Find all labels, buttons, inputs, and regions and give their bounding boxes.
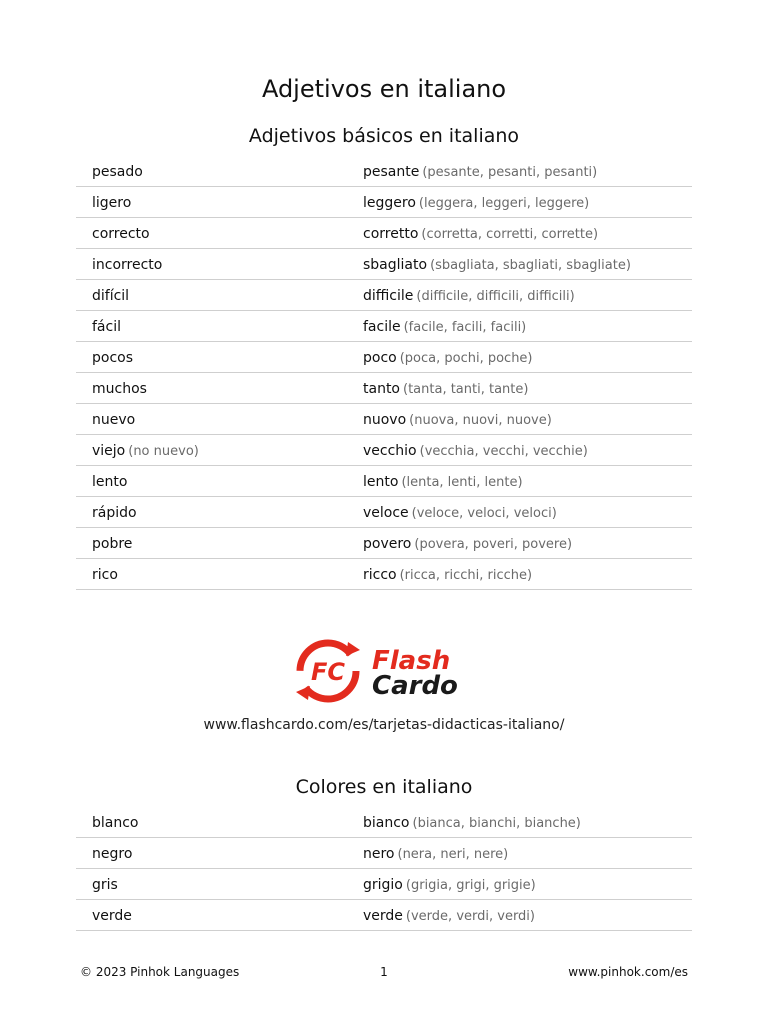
italian-word: nero — [363, 846, 395, 862]
italian-word: corretto — [363, 226, 419, 242]
table-row — [76, 404, 692, 435]
spanish-word: rico — [92, 567, 118, 583]
page-title: Adjetivos en italiano — [261, 75, 507, 103]
italian-word: ricco — [363, 567, 397, 583]
table-row — [76, 807, 692, 838]
spanish-word: difícil — [92, 288, 130, 304]
italian-term — [363, 350, 533, 366]
table-row — [76, 466, 692, 497]
table-row — [76, 497, 692, 528]
spanish-word: ligero — [92, 195, 132, 211]
table-row — [76, 342, 692, 373]
italian-word: veloce — [363, 505, 409, 521]
logo-text-cardo: Cardo — [372, 671, 458, 701]
table-row — [76, 528, 692, 559]
vocab-table-colors — [76, 807, 692, 931]
spanish-term — [92, 350, 133, 366]
italian-term — [363, 412, 552, 428]
spanish-word: viejo — [92, 443, 126, 459]
italian-forms-note: (facile, facili, facili) — [403, 320, 527, 335]
italian-forms-note: (ricca, ricchi, ricche) — [399, 568, 533, 583]
italian-term — [363, 381, 528, 397]
italian-forms-note: (veloce, veloci, veloci) — [411, 506, 557, 521]
italian-forms-note: (sbagliata, sbagliati, sbagliate) — [430, 258, 631, 273]
spanish-term — [92, 381, 147, 397]
italian-word: poco — [363, 350, 397, 366]
spanish-term — [92, 226, 150, 242]
spanish-term — [92, 908, 132, 924]
italian-term — [363, 815, 581, 831]
spanish-word: incorrecto — [92, 257, 163, 273]
table-row — [76, 280, 692, 311]
italian-forms-note: (lenta, lenti, lente) — [401, 475, 523, 490]
spanish-term — [92, 319, 121, 335]
italian-term — [363, 567, 532, 583]
italian-forms-note: (tanta, tanti, tante) — [403, 382, 529, 397]
italian-term — [363, 319, 526, 335]
italian-forms-note: (pesante, pesanti, pesanti) — [422, 165, 598, 180]
footer-page-number: 1 — [380, 965, 388, 979]
spanish-term — [92, 505, 137, 521]
table-row — [76, 838, 692, 869]
spanish-word: negro — [92, 846, 133, 862]
italian-word: lento — [363, 474, 399, 490]
spanish-word: lento — [92, 474, 128, 490]
italian-forms-note: (grigia, grigi, grigie) — [405, 878, 536, 893]
table-row — [76, 187, 692, 218]
italian-word: pesante — [363, 164, 420, 180]
italian-word: povero — [363, 536, 412, 552]
italian-term — [363, 195, 589, 211]
spanish-word: muchos — [92, 381, 147, 397]
spanish-word: fácil — [92, 319, 121, 335]
italian-word: difficile — [363, 288, 414, 304]
italian-forms-note: (poca, pochi, poche) — [399, 351, 533, 366]
logo-mark: FC — [310, 658, 346, 686]
flashcardo-link[interactable]: www.flashcardo.com/es/tarjetas-didacticas-italiano/ — [203, 717, 565, 733]
table-row — [76, 373, 692, 404]
italian-forms-note: (vecchia, vecchi, vecchie) — [419, 444, 588, 459]
footer-website-link[interactable]: www.pinhok.com/es — [568, 965, 688, 979]
italian-word: sbagliato — [363, 257, 428, 273]
italian-term — [363, 536, 572, 552]
spanish-term — [92, 195, 131, 211]
flashcardo-logo[interactable] — [290, 636, 480, 706]
spanish-term — [92, 164, 143, 180]
italian-term — [363, 226, 598, 242]
spanish-term — [92, 877, 118, 893]
italian-word: grigio — [363, 877, 403, 893]
spanish-word: pesado — [92, 164, 143, 180]
italian-word: facile — [363, 319, 401, 335]
italian-word: vecchio — [363, 443, 417, 459]
italian-word: verde — [363, 908, 403, 924]
vocab-table-basic-adjectives — [76, 156, 692, 590]
italian-forms-note: (difficile, difficili, difficili) — [416, 289, 575, 304]
spanish-term — [92, 474, 127, 490]
spanish-word: gris — [92, 877, 118, 893]
italian-forms-note: (nera, neri, nere) — [397, 847, 509, 862]
flashcardo-logo-icon — [290, 636, 366, 706]
spanish-term — [92, 815, 139, 831]
footer-copyright: © 2023 Pinhok Languages — [80, 965, 240, 979]
spanish-term — [92, 257, 162, 273]
italian-term — [363, 846, 508, 862]
italian-forms-note: (povera, poveri, povere) — [414, 537, 573, 552]
spanish-word: pobre — [92, 536, 133, 552]
spanish-term — [92, 567, 118, 583]
italian-forms-note: (bianca, bianchi, bianche) — [412, 816, 581, 831]
spanish-note: (no nuevo) — [128, 444, 199, 459]
table-row — [76, 435, 692, 466]
spanish-word: nuevo — [92, 412, 136, 428]
italian-word: bianco — [363, 815, 410, 831]
italian-term — [363, 443, 588, 459]
spanish-word: pocos — [92, 350, 134, 366]
table-row — [76, 559, 692, 590]
italian-word: nuovo — [363, 412, 407, 428]
italian-term — [363, 877, 536, 893]
table-row — [76, 249, 692, 280]
table-row — [76, 869, 692, 900]
spanish-term — [92, 412, 135, 428]
table-row — [76, 900, 692, 931]
spanish-word: rápido — [92, 505, 137, 521]
table-row — [76, 311, 692, 342]
spanish-word: blanco — [92, 815, 139, 831]
page-footer — [80, 965, 688, 981]
spanish-term — [92, 443, 199, 459]
italian-word: tanto — [363, 381, 400, 397]
spanish-term — [92, 288, 129, 304]
italian-term — [363, 257, 631, 273]
table-row — [76, 156, 692, 187]
spanish-word: correcto — [92, 226, 150, 242]
spanish-term — [92, 536, 132, 552]
italian-term — [363, 908, 535, 924]
italian-forms-note: (corretta, corretti, corrette) — [421, 227, 599, 242]
spanish-word: verde — [92, 908, 132, 924]
italian-term — [363, 288, 575, 304]
italian-forms-note: (leggera, leggeri, leggere) — [418, 196, 590, 211]
spanish-term — [92, 846, 132, 862]
italian-forms-note: (nuova, nuovi, nuove) — [409, 413, 552, 428]
italian-forms-note: (verde, verdi, verdi) — [405, 909, 535, 924]
italian-term — [363, 164, 597, 180]
section-title-basic-adjectives: Adjetivos básicos en italiano — [248, 125, 520, 147]
italian-term — [363, 505, 557, 521]
section-title-colors: Colores en italiano — [295, 776, 473, 798]
logo-text-flash: Flash — [372, 646, 451, 676]
italian-term — [363, 474, 523, 490]
table-row — [76, 218, 692, 249]
italian-word: leggero — [363, 195, 416, 211]
